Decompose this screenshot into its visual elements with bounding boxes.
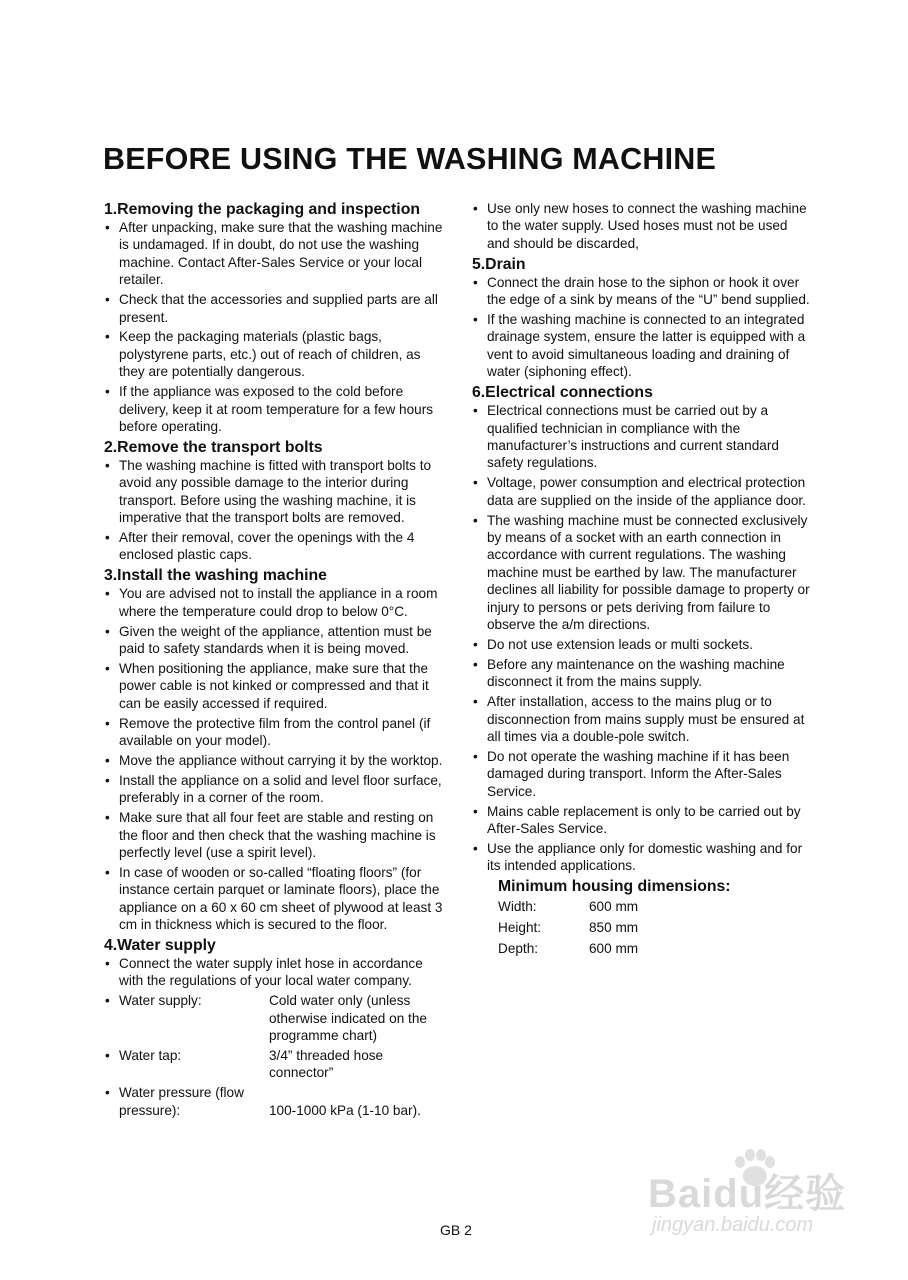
dimension-value: 850 mm xyxy=(589,920,639,936)
list-item: • Connect the drain hose to the siphon or hook it over the edge of a sink by means of the “U” bend supplied. xyxy=(472,274,812,309)
list-item: • Use the appliance only for domestic washing and for its intended applications. xyxy=(472,840,812,875)
housing-dimensions xyxy=(498,877,812,959)
section-heading: 5.Drain xyxy=(472,255,526,273)
page-number: GB 2 xyxy=(440,1222,472,1238)
list-item: • Voltage, power consumption and electrical protection data are supplied on the inside of the appliance door. xyxy=(472,474,812,509)
section-heading: 1.Removing the packaging and inspection xyxy=(104,201,420,218)
spec-row xyxy=(104,1084,444,1119)
list-item: • Electrical connections must be carried out by a qualified technician in compliance with the manufacturer’s instructions and current standard safety regulations. xyxy=(472,402,812,472)
spec-label: • Water pressure (flow pressure): xyxy=(119,1085,244,1118)
right-column xyxy=(472,200,812,959)
dimension-label: Width: xyxy=(498,899,537,915)
list-item: • You are advised not to install the appliance in a room where the temperature could drop to below 0°C. xyxy=(104,585,444,620)
section-drain xyxy=(472,255,812,381)
list-item: • After installation, access to the mains plug or to disconnection from mains supply must be ensured at all times via a double-pole switch. xyxy=(472,693,812,745)
section-electrical xyxy=(472,383,812,875)
section-heading: 2.Remove the transport bolts xyxy=(104,438,323,456)
list-item: • After unpacking, make sure that the washing machine is undamaged. If in doubt, do not use the washing machine. Contact After-Sales Service or your local retailer. xyxy=(104,219,444,289)
page-title: BEFORE USING THE WASHING MACHINE xyxy=(103,142,717,176)
section-water-supply xyxy=(104,936,444,1119)
spec-value: 100-1000 kPa (1-10 bar). xyxy=(269,1102,421,1118)
dimension-value: 600 mm xyxy=(589,941,639,957)
spec-label: • Water supply: xyxy=(119,993,202,1009)
spec-label: • Water tap: xyxy=(119,1048,182,1064)
section-heading: 6.Electrical connections xyxy=(472,384,653,402)
list-item: • Connect the water supply inlet hose in accordance with the regulations of your local water company. xyxy=(104,955,444,990)
list-item: • Make sure that all four feet are stable and resting on the floor and then check that the washing machine is perfectly level (use a spirit level). xyxy=(104,809,444,861)
watermark-url: jingyan.baidu.com xyxy=(652,1214,814,1236)
section-heading: 3.Install the washing machine xyxy=(104,567,327,585)
spec-value: Cold water only (unless otherwise indicated on the programme chart) xyxy=(269,993,427,1044)
list-item: • Install the appliance on a solid and level floor surface, preferably in a corner of the room. xyxy=(104,772,444,807)
list-item: • The washing machine is fitted with transport bolts to avoid any possible damage to the interior during transport. Before using the washing machine, it is imperative that the transport bolts are removed. xyxy=(104,457,444,527)
list-item: • Move the appliance without carrying it by the worktop. xyxy=(104,752,444,769)
section-packaging xyxy=(104,200,444,435)
list-item: • Remove the protective film from the control panel (if available on your model). xyxy=(104,715,444,750)
list-item: • If the appliance was exposed to the cold before delivery, keep it at room temperature for a few hours before operating. xyxy=(104,383,444,435)
list-item: • The washing machine must be connected exclusively by means of a socket with an earth connection in accordance with current regulations. The washing machine must be earthed by law. The manufacturer declines all liability for possible damage to property or injury to persons or pets deriving from failure to observe the a/m directions. xyxy=(472,512,812,634)
dimension-label: Height: xyxy=(498,920,542,936)
dimensions-heading: Minimum housing dimensions: xyxy=(498,878,731,896)
list-item: • Use only new hoses to connect the washing machine to the water supply. Used hoses must not be used and should be discarded, xyxy=(472,200,812,252)
list-item: • Keep the packaging materials (plastic bags, polystyrene parts, etc.) out of reach of children, as they are potentially dangerous. xyxy=(104,328,444,380)
dimension-row xyxy=(498,896,812,917)
list-item: • Before any maintenance on the washing machine disconnect it from the mains supply. xyxy=(472,656,812,691)
section-install xyxy=(104,566,444,933)
spec-row xyxy=(104,992,444,1044)
dimension-row xyxy=(498,938,812,959)
list-item: • Given the weight of the appliance, attention must be paid to safety standards when it is being moved. xyxy=(104,623,444,658)
dimension-label: Depth: xyxy=(498,941,539,957)
list-item: • Do not use extension leads or multi sockets. xyxy=(472,636,812,653)
list-item: • Do not operate the washing machine if it has been damaged during transport. Inform the After-Sales Service. xyxy=(472,748,812,800)
list-item: • If the washing machine is connected to an integrated drainage system, ensure the latter is equipped with a vent to avoid simultaneous loading and draining of water (siphoning effect). xyxy=(472,311,812,381)
baidu-watermark xyxy=(640,1148,870,1248)
watermark-brand: Baidu经验 xyxy=(648,1172,847,1216)
list-item: • Mains cable replacement is only to be carried out by After-Sales Service. xyxy=(472,803,812,838)
spec-row xyxy=(104,1047,444,1082)
list-item: • In case of wooden or so-called “floating floors” (for instance certain parquet or laminate floors), place the appliance on a 60 x 60 cm sheet of plywood at least 3 cm in thickness which is secured to the floor. xyxy=(104,864,444,934)
left-column xyxy=(104,200,444,1122)
list-item: • Check that the accessories and supplied parts are all present. xyxy=(104,291,444,326)
spec-value: 3/4” threaded hose connector” xyxy=(269,1048,384,1081)
list-item: • After their removal, cover the openings with the 4 enclosed plastic caps. xyxy=(104,529,444,564)
section-transport-bolts xyxy=(104,438,444,564)
dimension-value: 600 mm xyxy=(589,899,639,915)
section-heading: 4.Water supply xyxy=(104,937,216,955)
list-item: • When positioning the appliance, make sure that the power cable is not kinked or compressed and that it can be easily accessed if required. xyxy=(104,660,444,712)
dimension-row xyxy=(498,917,812,938)
